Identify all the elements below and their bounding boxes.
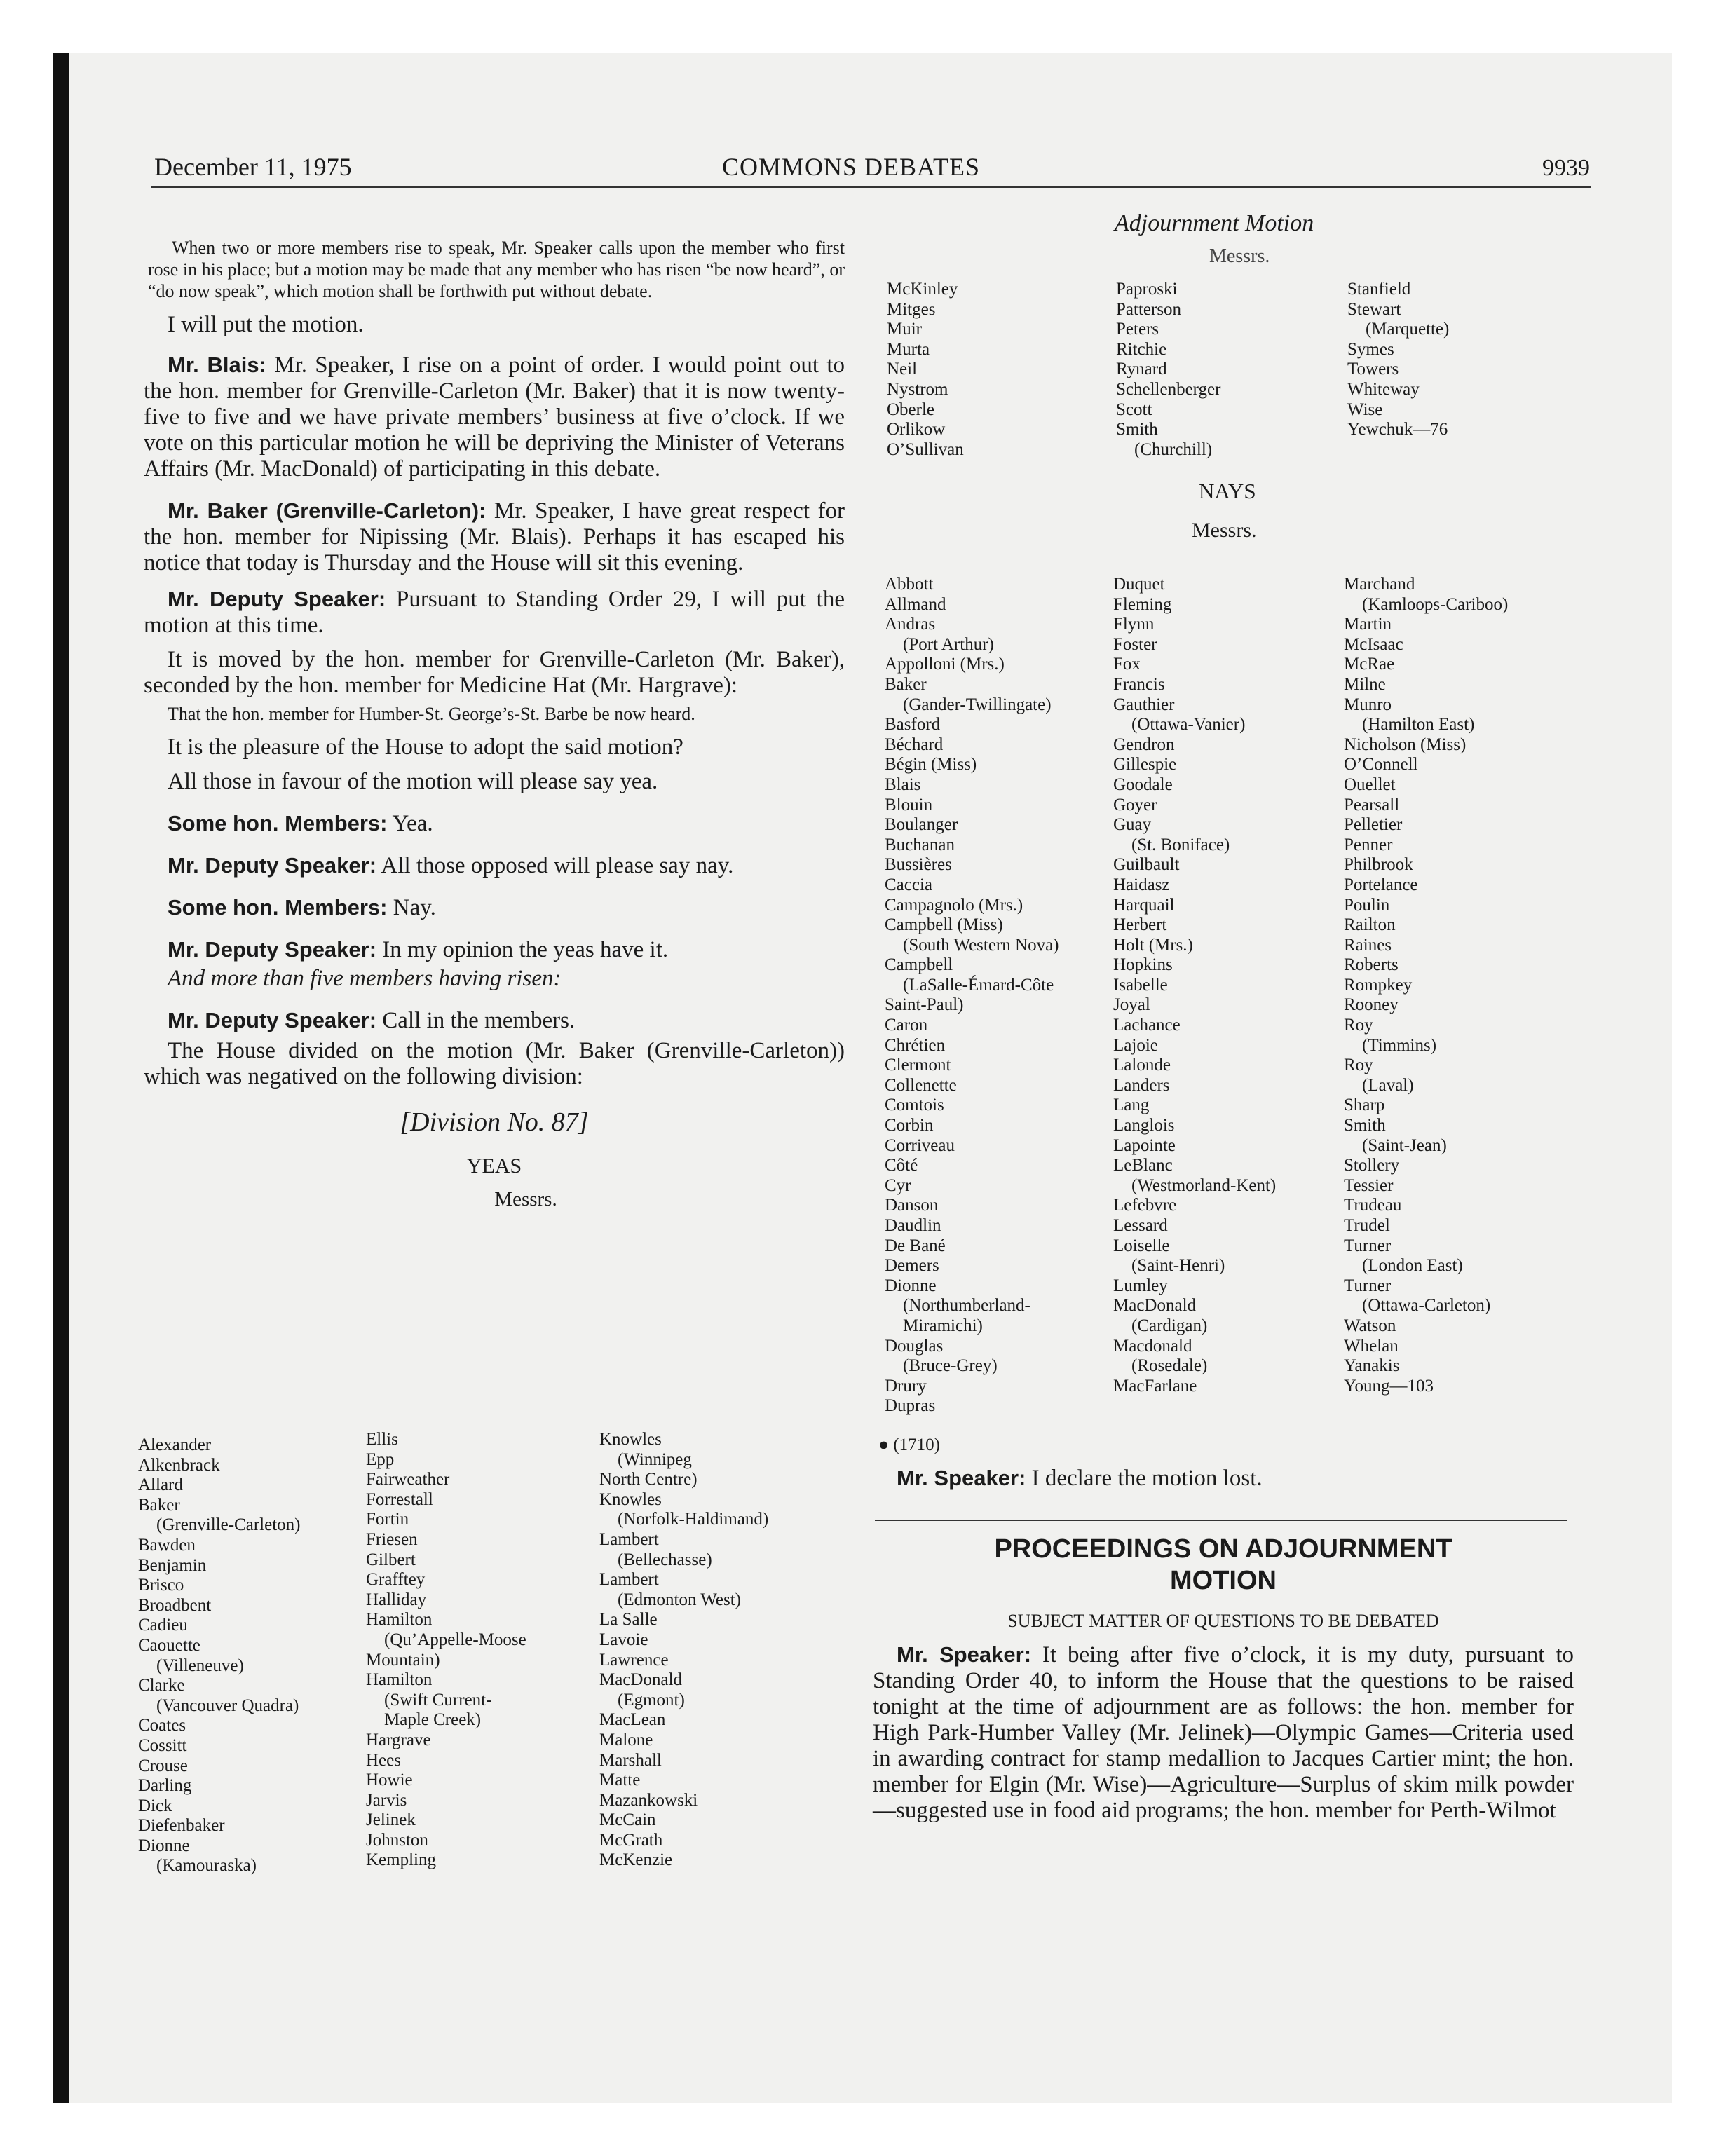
member-name: Flynn (1113, 615, 1155, 634)
member-name: Buchanan (885, 835, 955, 854)
member-name: Knowles (599, 1430, 662, 1449)
member-name: (Edmonton West) (618, 1590, 741, 1609)
member-name: Turner (1344, 1236, 1392, 1255)
speaker-name: Mr. Deputy Speaker: (168, 1008, 377, 1032)
speaker-name: Mr. Deputy Speaker: (168, 853, 377, 878)
messrs-label: Messrs. (1209, 245, 1270, 267)
member-name: (Kamloops-Cariboo) (1362, 594, 1509, 614)
member-name: Crouse (138, 1756, 188, 1775)
member-name: (Rosedale) (1131, 1356, 1208, 1376)
member-name: Fortin (366, 1510, 409, 1529)
member-name: Schellenberger (1116, 379, 1221, 399)
member-name: Dionne (138, 1836, 190, 1855)
member-name: Marchand (1344, 575, 1415, 594)
speaker-name: Some hon. Members: (168, 811, 388, 835)
page-number: 9939 (1542, 155, 1590, 181)
member-name: Clarke (138, 1676, 185, 1696)
member-name: (LaSalle-Émard-Côte (903, 975, 1054, 995)
member-name: (Marquette) (1366, 320, 1450, 339)
speech-text: Mr. Speaker, I have great respect for the hon. member for Nipissing (Mr. Blais). Perhaps it has escaped his notice that today is Thursday and the House will sit this evening. (144, 498, 845, 575)
member-name: Raines (1344, 935, 1392, 955)
member-name: Lavoie (599, 1630, 648, 1649)
member-name: Yewchuk—76 (1347, 420, 1448, 439)
paragraph-in-favour: All those in favour of the motion will please say yea. (168, 769, 658, 794)
member-name: Dick (138, 1796, 172, 1815)
member-name: Kempling (366, 1850, 436, 1870)
member-name: Isabelle (1113, 975, 1168, 995)
member-name: Loiselle (1113, 1236, 1170, 1255)
member-name: Coates (138, 1716, 186, 1735)
member-name: Lapointe (1113, 1135, 1176, 1155)
member-name: Roy (1344, 1016, 1373, 1035)
member-name: Hargrave (366, 1730, 431, 1749)
member-name: Lessard (1113, 1216, 1168, 1235)
member-name: (Laval) (1362, 1075, 1414, 1095)
yeas-continued-col2 (1116, 280, 1220, 460)
proceedings-section (873, 1534, 1574, 1824)
member-name: Fleming (1113, 594, 1172, 614)
member-name: (Villeneuve) (156, 1656, 244, 1675)
member-name: Caron (885, 1016, 928, 1035)
member-name: Marshall (599, 1750, 662, 1770)
speaker-name: Some hon. Members: (168, 895, 388, 920)
member-name: Fox (1113, 655, 1141, 674)
member-name: Whiteway (1347, 379, 1420, 399)
member-name: Lawrence (599, 1650, 669, 1670)
member-name: Abbott (885, 575, 934, 594)
member-name: Appolloni (Mrs.) (885, 655, 1005, 674)
member-name: Cadieu (138, 1616, 188, 1635)
member-name: Bégin (Miss) (885, 755, 977, 775)
speaker-name: Mr. Baker (Grenville-Carleton): (168, 498, 487, 523)
member-name: Malone (599, 1730, 653, 1749)
paragraph-divided: The House divided on the motion (Mr. Baker (Grenville-Carleton)) which was negatived on the following division: (144, 1038, 845, 1089)
member-name: Baker (138, 1495, 180, 1515)
member-name: Friesen (366, 1529, 418, 1549)
member-name: Darling (138, 1776, 192, 1796)
member-name: Lefebvre (1113, 1196, 1177, 1215)
member-name: Roy (1344, 1056, 1373, 1075)
member-name: (Vancouver Quadra) (156, 1696, 299, 1715)
member-name: Symes (1347, 339, 1394, 359)
member-name: Hamilton (366, 1670, 433, 1690)
member-name: Epp (366, 1449, 395, 1469)
member-name: Rynard (1116, 360, 1167, 379)
member-name: LeBlanc (1113, 1156, 1173, 1175)
paragraph-deputy-speaker-2 (144, 852, 845, 879)
member-name: (Gander-Twillingate) (903, 695, 1052, 714)
member-name: Holt (Mrs.) (1113, 935, 1193, 955)
member-name: Munro (1344, 695, 1392, 714)
member-name: McGrath (599, 1830, 663, 1850)
member-name: Stanfield (1347, 280, 1411, 299)
member-name: Allard (138, 1475, 183, 1495)
member-name: MacFarlane (1113, 1376, 1197, 1396)
member-name: MacDonald (599, 1670, 683, 1690)
member-name: McIsaac (1344, 634, 1403, 654)
member-name: Johnston (366, 1830, 428, 1850)
yeas-list-col3 (599, 1430, 768, 1871)
member-name: Knowles (599, 1489, 662, 1509)
member-name: Goodale (1113, 775, 1173, 794)
member-name: Saint-Paul) (885, 995, 964, 1015)
paragraph-moved: It is moved by the hon. member for Grenville-Carleton (Mr. Baker), seconded by the hon. member for Medicine Hat (Mr. Hargrave): (144, 647, 845, 698)
member-name: Pearsall (1344, 795, 1400, 814)
member-name: Muir (887, 320, 922, 339)
member-name: Hees (366, 1750, 401, 1770)
member-name: Ritchie (1116, 339, 1167, 359)
scan-edge-bar (53, 53, 69, 2103)
paragraph-some-members-1 (144, 810, 845, 837)
paragraph-blais (144, 352, 845, 482)
member-name: (Cardigan) (1131, 1316, 1208, 1335)
speech-text: Mr. Speaker, I rise on a point of order. I would point out to the hon. member for Grenville-Carleton (Mr. Baker) that it is now twenty-five to five and we have private members’ business at five o’clock. If we vote on this particular motion he will be depriving the Minister of Veterans Affairs (Mr. MacDonald) of participating in this debate. (144, 353, 845, 482)
member-name: Hamilton (366, 1610, 433, 1630)
member-name: Nystrom (887, 379, 948, 399)
member-name: (Ottawa-Carleton) (1362, 1296, 1491, 1316)
member-name: (Qu’Appelle-Moose (384, 1630, 526, 1649)
member-name: Dionne (885, 1276, 937, 1295)
member-name: Grafftey (366, 1570, 426, 1590)
member-name: (Hamilton East) (1362, 715, 1475, 735)
speech-text: It being after five o’clock, it is my duty, pursuant to Standing Order 40, to inform the House that the questions to be raised tonight at the time of adjournment are as follows: the hon. member for High Park-Humber Valley (Mr. Jelinek)—Olympic Games—Criteria used in awarding contract for stamp medallion to Jacques Cartier mint; the hon. member for Elgin (Mr. Wise)—Agriculture—Surplus of skim milk powder—suggested use in food aid programs; the hon. member for Perth-Wilmot (873, 1642, 1574, 1823)
member-name: Lambert (599, 1529, 659, 1549)
member-name: Yanakis (1344, 1356, 1400, 1376)
yeas-continued-col3 (1347, 280, 1449, 440)
member-name: Guay (1113, 815, 1152, 835)
member-name: Bussières (885, 855, 952, 875)
member-name: Milne (1344, 674, 1386, 694)
member-name: Trudeau (1344, 1196, 1402, 1215)
member-name: Chrétien (885, 1035, 946, 1055)
paragraph-put-motion: I will put the motion. (168, 312, 364, 337)
member-name: Campbell (885, 955, 953, 975)
member-name: Campbell (Miss) (885, 915, 1003, 935)
member-name: Tessier (1344, 1175, 1394, 1195)
member-name: Fairweather (366, 1470, 450, 1489)
member-name: Andras (885, 615, 936, 634)
division-number: [Division No. 87] (400, 1107, 589, 1137)
paragraph-speaker-final (873, 1642, 1574, 1824)
member-name: Alkenbrack (138, 1455, 220, 1475)
member-name: (Grenville-Carleton) (156, 1515, 301, 1535)
standing-order-quote: When two or more members rise to speak, Mr. Speaker calls upon the member who first rose in his place; but a motion may be made that any member who has risen “be now heard”, or “do now speak”, which motion shall be forthwith put without debate. (148, 238, 845, 301)
member-name: Lambert (599, 1570, 659, 1590)
member-name: Matte (599, 1770, 641, 1790)
member-name: Mitges (887, 299, 936, 319)
member-name: Young—103 (1344, 1376, 1434, 1396)
member-name: (St. Boniface) (1131, 835, 1230, 854)
speech-text: Call in the members. (382, 1008, 576, 1033)
member-name: Orlikow (887, 420, 946, 439)
member-name: Haidasz (1113, 875, 1170, 894)
left-column-text (144, 237, 845, 1211)
member-name: Wise (1347, 400, 1383, 419)
member-name: Gilbert (366, 1550, 416, 1569)
member-name: Blouin (885, 795, 933, 814)
member-name: Demers (885, 1256, 939, 1276)
speaker-name: Mr. Deputy Speaker: (168, 587, 386, 611)
member-name: (Northumberland- (903, 1296, 1030, 1316)
member-name: Herbert (1113, 915, 1167, 935)
member-name: Drury (885, 1376, 927, 1396)
proceedings-heading: PROCEEDINGS ON ADJOURNMENT MOTION (994, 1534, 1452, 1595)
member-name: Neil (887, 360, 918, 379)
member-name: Gauthier (1113, 695, 1175, 714)
right-column-text (873, 1465, 1574, 1492)
member-name: McKenzie (599, 1850, 673, 1870)
member-name: Jarvis (366, 1790, 407, 1810)
member-name: Stewart (1347, 299, 1401, 319)
member-name: Pelletier (1344, 815, 1403, 835)
member-name: Brisco (138, 1576, 184, 1595)
member-name: Douglas (885, 1336, 944, 1356)
member-name: McKinley (887, 280, 958, 299)
member-name: Halliday (366, 1590, 427, 1609)
member-name: Watson (1344, 1316, 1396, 1335)
nays-list-col1 (885, 575, 1059, 1417)
nays-list-col2 (1113, 575, 1276, 1396)
paragraph-pleasure: It is the pleasure of the House to adopt the said motion? (168, 735, 683, 760)
member-name: Macdonald (1113, 1336, 1192, 1356)
member-name: Paproski (1116, 280, 1178, 299)
paragraph-deputy-speaker-1 (144, 586, 845, 639)
member-name: Cyr (885, 1175, 911, 1195)
motion-quote: That the hon. member for Humber-St. George’s-St. Barbe be now heard. (168, 704, 695, 724)
speech-text: In my opinion the yeas have it. (382, 937, 669, 962)
member-name: Smith (1116, 420, 1158, 439)
member-name: Caouette (138, 1635, 200, 1655)
member-name: Corriveau (885, 1135, 955, 1155)
member-name: Allmand (885, 594, 946, 614)
member-name: (Westmorland-Kent) (1131, 1175, 1277, 1195)
nays-list-col3 (1344, 575, 1508, 1396)
adjournment-motion-heading: Adjournment Motion (1115, 210, 1314, 236)
member-name: Daudlin (885, 1216, 941, 1235)
member-name: Béchard (885, 735, 944, 754)
member-name: Duquet (1113, 575, 1165, 594)
member-name: McCain (599, 1810, 656, 1830)
member-name: O’Connell (1344, 755, 1418, 775)
member-name: Turner (1344, 1276, 1392, 1295)
member-name: Trudel (1344, 1216, 1390, 1235)
member-name: Lachance (1113, 1016, 1181, 1035)
yeas-list-col2 (366, 1430, 526, 1871)
member-name: Gendron (1113, 735, 1175, 754)
member-name: Patterson (1116, 299, 1182, 319)
member-name: Penner (1344, 835, 1393, 854)
member-name: Collenette (885, 1075, 957, 1095)
member-name: Smith (1344, 1116, 1386, 1135)
member-name: Bawden (138, 1535, 196, 1555)
speaker-name: Mr. Blais: (168, 353, 266, 377)
member-name: Comtois (885, 1096, 944, 1115)
member-name: (Winnipeg (618, 1449, 692, 1469)
member-name: Baker (885, 674, 927, 694)
member-name: (Port Arthur) (903, 634, 994, 654)
member-name: (Bruce-Grey) (903, 1356, 998, 1376)
time-marker: ● (1710) (878, 1435, 941, 1454)
member-name: Miramichi) (903, 1316, 983, 1335)
header-rule (151, 186, 1591, 188)
member-name: Francis (1113, 674, 1165, 694)
subject-heading: SUBJECT MATTER OF QUESTIONS TO BE DEBATED (1007, 1611, 1439, 1631)
member-name: Ouellet (1344, 775, 1396, 794)
member-name: Alexander (138, 1435, 212, 1454)
member-name: Ellis (366, 1430, 398, 1449)
member-name: Sharp (1344, 1096, 1385, 1115)
member-name: MacLean (599, 1710, 666, 1730)
member-name: Boulanger (885, 815, 958, 835)
member-name: Poulin (1344, 895, 1390, 915)
member-name: MacDonald (1113, 1296, 1197, 1316)
speech-text: I declare the motion lost. (1031, 1466, 1263, 1491)
member-name: Murta (887, 339, 930, 359)
member-name: Whelan (1344, 1336, 1399, 1356)
member-name: Peters (1116, 320, 1159, 339)
member-name: Martin (1344, 615, 1392, 634)
member-name: McRae (1344, 655, 1395, 674)
speech-text: Nay. (393, 895, 436, 920)
member-name: (Swift Current- (384, 1690, 492, 1710)
stage-direction: And more than five members having risen: (168, 966, 562, 991)
member-name: Philbrook (1344, 855, 1413, 875)
publication-title: COMMONS DEBATES (722, 153, 981, 181)
member-name: Forrestall (366, 1489, 433, 1509)
member-name: (Kamouraska) (156, 1856, 257, 1876)
paragraph-baker (144, 498, 845, 576)
member-name: Roberts (1344, 955, 1399, 975)
member-name: Danson (885, 1196, 939, 1215)
member-name: Benjamin (138, 1555, 207, 1575)
member-name: Caccia (885, 875, 933, 894)
member-name: Rompkey (1344, 975, 1413, 995)
member-name: Côté (885, 1156, 918, 1175)
page-date: December 11, 1975 (154, 153, 352, 181)
nays-heading: NAYS (1199, 479, 1256, 503)
member-name: (Ottawa-Vanier) (1131, 715, 1246, 735)
member-name: (Norfolk-Haldimand) (618, 1510, 769, 1529)
member-name: De Bané (885, 1236, 946, 1255)
member-name: Howie (366, 1770, 413, 1790)
paragraph-speaker-lost (873, 1465, 1574, 1492)
messrs-label: Messrs. (494, 1188, 557, 1210)
speaker-name: Mr. Speaker: (897, 1642, 1032, 1667)
speaker-name: Mr. Speaker: (897, 1466, 1026, 1490)
member-name: North Centre) (599, 1470, 698, 1489)
member-name: Basford (885, 715, 941, 735)
member-name: Towers (1347, 360, 1399, 379)
member-name: Oberle (887, 400, 935, 419)
member-name: Foster (1113, 634, 1157, 654)
yeas-heading: YEAS (466, 1154, 522, 1178)
member-name: O’Sullivan (887, 439, 964, 459)
member-name: Blais (885, 775, 921, 794)
member-name: Lang (1113, 1096, 1150, 1115)
member-name: Rooney (1344, 995, 1399, 1015)
member-name: (South Western Nova) (903, 935, 1059, 955)
member-name: Hopkins (1113, 955, 1173, 975)
member-name: Lumley (1113, 1276, 1168, 1295)
nays-messrs-label: Messrs. (1192, 519, 1257, 542)
member-name: Guilbault (1113, 855, 1180, 875)
member-name: (Saint-Jean) (1362, 1135, 1447, 1155)
member-name: Goyer (1113, 795, 1157, 814)
member-name: Landers (1113, 1075, 1170, 1095)
member-name: Harquail (1113, 895, 1175, 915)
member-name: Dupras (885, 1396, 936, 1416)
speaker-name: Mr. Deputy Speaker: (168, 937, 377, 962)
member-name: (Churchill) (1134, 439, 1213, 459)
paragraph-some-members-2 (144, 894, 845, 921)
member-name: Nicholson (Miss) (1344, 735, 1467, 754)
member-name: Jelinek (366, 1810, 416, 1830)
member-name: (London East) (1362, 1256, 1463, 1276)
member-name: Mazankowski (599, 1790, 698, 1810)
member-name: Cossitt (138, 1735, 187, 1755)
member-name: Maple Creek) (384, 1710, 482, 1730)
member-name: Mountain) (366, 1650, 440, 1670)
member-name: Diefenbaker (138, 1816, 225, 1836)
member-name: Lajoie (1113, 1035, 1158, 1055)
member-name: Stollery (1344, 1156, 1400, 1175)
member-name: La Salle (599, 1610, 658, 1630)
member-name: (Timmins) (1362, 1035, 1437, 1055)
member-name: Campagnolo (Mrs.) (885, 895, 1023, 915)
speech-text: Pursuant to Standing Order 29, I will put the motion at this time. (144, 587, 845, 638)
speech-text: Yea. (392, 811, 433, 836)
member-name: Scott (1116, 400, 1152, 419)
member-name: (Saint-Henri) (1131, 1256, 1225, 1276)
paragraph-deputy-speaker-4 (144, 1007, 845, 1034)
member-name: (Bellechasse) (618, 1550, 712, 1569)
member-name: Broadbent (138, 1595, 212, 1615)
section-rule (875, 1520, 1567, 1521)
member-name: Lalonde (1113, 1056, 1171, 1075)
member-name: Railton (1344, 915, 1396, 935)
member-name: Langlois (1113, 1116, 1175, 1135)
paragraph-deputy-speaker-3 (144, 936, 845, 963)
yeas-list-col1 (138, 1435, 300, 1876)
member-name: Corbin (885, 1116, 934, 1135)
member-name: Portelance (1344, 875, 1418, 894)
member-name: Joyal (1113, 995, 1150, 1015)
member-name: (Egmont) (618, 1690, 685, 1710)
speech-text: All those opposed will please say nay. (381, 853, 734, 878)
member-name: Clermont (885, 1056, 951, 1075)
yeas-continued-col1 (887, 280, 964, 460)
member-name: Gillespie (1113, 755, 1177, 775)
